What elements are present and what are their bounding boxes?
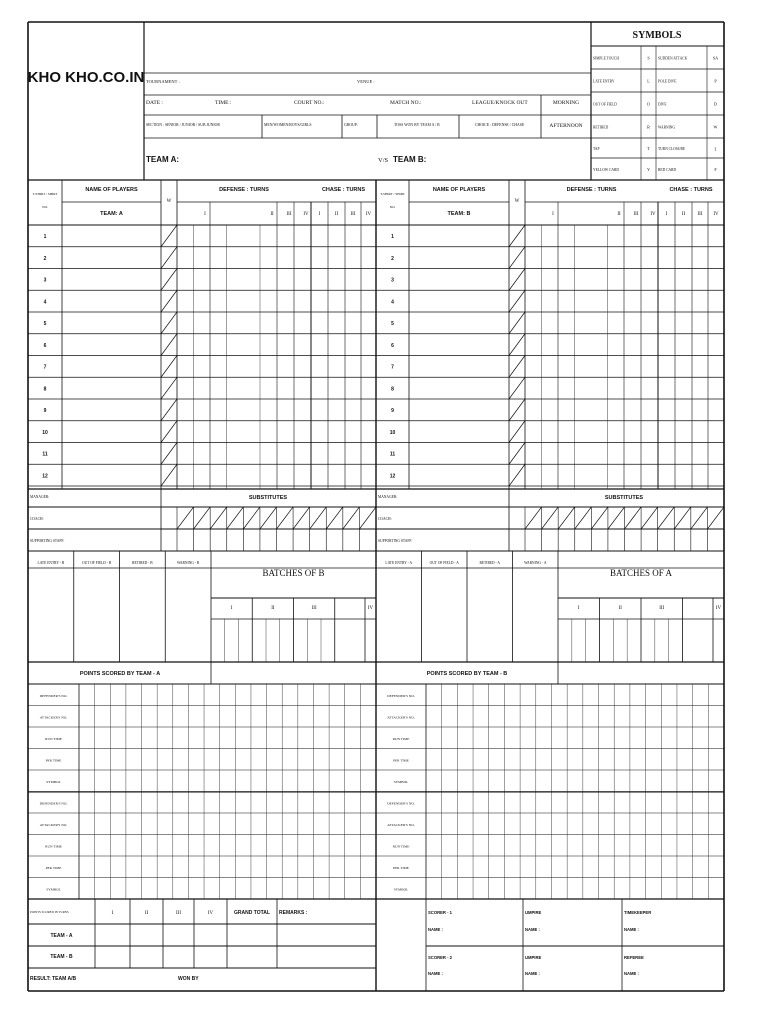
points-row-label-b: RUN TIME [392, 844, 410, 849]
w-header: W [514, 199, 520, 204]
batches-of-b-title: BATCHES OF B [262, 568, 325, 578]
symbol-right-name: DIVE [658, 102, 667, 107]
player-row-number: 4 [43, 299, 47, 306]
points-row-label: RUN TIME [45, 737, 62, 741]
time-label: TIME : [215, 100, 232, 106]
batch-turn-label: IV [715, 606, 722, 611]
grid-line [509, 290, 525, 312]
player-row-number: 9 [43, 408, 47, 414]
player-row-number: 12 [389, 473, 396, 480]
player-row-number: 6 [43, 342, 47, 349]
batch-column-label: RETIRED - B [132, 561, 153, 565]
footer-team-b: TEAM - B [50, 954, 73, 960]
grid-line [161, 356, 177, 378]
footer-turn-label: III [176, 911, 181, 916]
symbol-left-name: YELLOW CARD [593, 168, 619, 172]
grid-line [509, 269, 525, 291]
grid-line [525, 507, 542, 529]
grid-line [359, 507, 376, 529]
batch-turn-label: II [618, 606, 622, 611]
remarks-label: REMARKS : [279, 910, 308, 916]
supporting-staff-label: SUPPORTING STAFF: [30, 539, 65, 543]
group-label: GROUP: [344, 123, 358, 127]
player-row-number: 3 [391, 277, 394, 284]
symbol-right-name: WARNING [658, 125, 675, 130]
grid-line [161, 290, 177, 312]
batch-column-label: LATE ENTRY - A [385, 561, 413, 565]
symbol-left-code: S [647, 55, 650, 61]
referee-name-label: NAME : [624, 971, 639, 976]
player-row-number: 4 [391, 299, 394, 306]
grid-line [674, 507, 691, 529]
points-row-label: ATTACKER'S NO. [39, 715, 68, 720]
grid-line [641, 507, 658, 529]
morning-label: MORNING [552, 100, 580, 106]
substitutes-b-header: SUBSTITUTES [604, 495, 644, 501]
manager-label: MANAGER: [30, 495, 50, 499]
defense-turn-label: I [552, 212, 554, 217]
grid-line [343, 507, 360, 529]
defense-turn-label: III [286, 212, 292, 217]
player-row-number: 11 [42, 451, 48, 458]
player-row-number: 10 [42, 429, 48, 436]
grid-line [591, 507, 608, 529]
grid-line [243, 507, 260, 529]
symbol-right-code: D [713, 101, 718, 107]
scorer-1-label: SCORER - 1 [428, 910, 452, 915]
tournament-label: TOURNAMENT : [146, 79, 180, 84]
defense-turns-header: DEFENSE : TURNS [566, 187, 617, 193]
grid-line [509, 399, 525, 421]
player-row-number: 1 [43, 234, 47, 240]
points-row-label-b: ATTACKER'S NO. [387, 823, 415, 827]
batch-column-label: OUT OF FIELD - A [429, 561, 459, 565]
referee-label: REFEREE [624, 955, 644, 960]
chase-turn-label: IV [365, 212, 372, 217]
won-by-label: WON BY [178, 976, 199, 982]
date-label: DATE : [146, 100, 163, 106]
player-row-number: 1 [391, 234, 394, 240]
grid-line [161, 334, 177, 356]
player-row-number: 5 [43, 321, 47, 327]
defense-turn-label: I [204, 212, 206, 217]
grid-line [277, 507, 294, 529]
umpire-1-label: UMPIRE [525, 910, 542, 915]
points-row-label-b: PER TIME [393, 758, 409, 763]
grid-line [509, 421, 525, 443]
venue-label: VENUE : [357, 79, 375, 84]
grid-line [227, 507, 244, 529]
player-row-number: 6 [391, 342, 394, 349]
grid-line [509, 356, 525, 378]
symbol-left-name: RETIRED [593, 125, 609, 130]
grid-line [161, 443, 177, 465]
grid-line [509, 443, 525, 465]
symbol-left-code: O [646, 101, 651, 107]
supporting-staff-label-b: SUPPORTING STAFF: [378, 539, 413, 543]
grid-line [509, 312, 525, 334]
symbol-right-code: SA [712, 55, 719, 61]
batch-turn-label: IV [367, 606, 374, 611]
symbol-right-name: RED CARD [658, 168, 677, 172]
points-row-label-b: ATTACKER'S NO. [387, 715, 415, 720]
player-row-number: 10 [389, 429, 396, 436]
points-row-label-b: RUN TIME [392, 737, 410, 741]
batch-column-label: WARNING - B [176, 561, 200, 565]
player-row-number: 5 [391, 321, 394, 327]
grand-total-label: GRAND TOTAL [234, 910, 270, 916]
defense-turn-label: II [270, 212, 274, 217]
symbol-right-code: P [714, 78, 717, 84]
grid-line [326, 507, 343, 529]
symbol-left-name: TAP [593, 147, 600, 151]
umpire-2-label: UMPIRE [525, 955, 542, 960]
points-row-label-b: DEFENDER'S NO. [387, 801, 415, 806]
logo: KHO KHO.CO.IN [27, 69, 145, 86]
league-label: LEAGUE/KNOCK OUT [472, 100, 528, 106]
defense-turn-label: II [617, 212, 621, 217]
grid-line [161, 269, 177, 291]
points-team-b-title: POINTS SCORED BY TEAM - B [426, 671, 508, 677]
grid-line [625, 507, 642, 529]
scorer-2-name-label: NAME : [428, 971, 443, 976]
defense-turn-label: IV [650, 212, 656, 217]
batch-turn-label: III [659, 606, 665, 611]
batch-turn-label: III [311, 606, 317, 611]
chase-turn-label: III [350, 212, 356, 217]
grid-line [161, 377, 177, 399]
player-row-number: 11 [389, 451, 396, 458]
grid-line [691, 507, 708, 529]
defense-turn-label: III [633, 212, 639, 217]
symbol-left-code: Y [646, 167, 651, 172]
grid-line [260, 507, 277, 529]
player-row-number: 3 [43, 277, 47, 284]
chase-turns-header: CHASE : TURNS [321, 187, 366, 193]
defense-turns-header: DEFENSE : TURNS [219, 187, 269, 193]
grid-line [161, 421, 177, 443]
timekeeper-name-label: NAME : [624, 927, 639, 932]
points-team-a-title: POINTS SCORED BY TEAM - A [79, 671, 161, 677]
afternoon-label: AFTERNOON [549, 123, 583, 129]
section-label: SECTION : SENIOR / JUNIOR / SUB JUNIOR [146, 123, 220, 127]
umpire-1-name-label: NAME : [525, 927, 540, 932]
batch-column-label: LATE ENTRY - B [37, 561, 65, 565]
gender-label: MEN/WOMEN/BOYS/GIRLS [264, 123, 312, 127]
batch-turn-label: I [577, 606, 580, 611]
coach-label-b: COACH: [378, 517, 392, 521]
points-row-label: PER TIME [45, 866, 62, 870]
grid-line [509, 377, 525, 399]
symbol-left-name: OUT OF FIELD [593, 102, 617, 107]
chase-turn-label: II [681, 212, 686, 217]
symbol-left-code: R [647, 124, 650, 130]
footer-turn-label: I [111, 911, 114, 916]
w-header: W [166, 199, 172, 204]
chase-turn-label: II [334, 212, 339, 217]
chase-turns-header: CHASE : TURNS [669, 187, 713, 193]
grid-line [310, 507, 327, 529]
grid-line [161, 399, 177, 421]
grid-line [161, 225, 177, 247]
coach-label: COACH: [30, 517, 44, 521]
points-row-label: PER TIME [45, 758, 62, 763]
player-row-number: 12 [42, 473, 48, 480]
symbol-left-code: T [647, 146, 650, 151]
grid-line [509, 225, 525, 247]
grid-line [161, 247, 177, 269]
choice-label: CHOICE : DEFENSE / CHASE [475, 123, 525, 127]
grid-line [658, 507, 675, 529]
substitutes-a-header: SUBSTITUTES [248, 495, 288, 501]
points-row-label-b: SYMBOL [393, 887, 409, 892]
timekeeper-label: TIMEKEEPER [624, 910, 652, 915]
grid-line [210, 507, 227, 529]
team-a-label: TEAM A: [146, 155, 180, 164]
symbol-left-name: SIMPLE TOUCH [593, 56, 619, 61]
chase-turn-label: IV [713, 212, 719, 217]
symbols-title: SYMBOLS [632, 30, 682, 41]
tshirt-header: T-SHIRT / SHIRT [32, 192, 58, 196]
team-b-label: TEAM B: [393, 155, 427, 164]
footer-turn-label: IV [207, 911, 214, 916]
batch-column-label: RETIRED - A [479, 561, 501, 565]
player-row-number: 9 [391, 408, 394, 414]
footer-team-a: TEAM - A [50, 933, 73, 939]
points-in-turns-label: POINTS SCORED IN TURNS [30, 910, 69, 914]
grid-line [509, 334, 525, 356]
player-row-number: 7 [43, 364, 47, 371]
player-row-number: 2 [43, 255, 47, 262]
court-no-label: COURT NO.: [294, 100, 325, 106]
grid-line [558, 507, 575, 529]
symbol-right-name: POLE DIVE [658, 79, 677, 84]
symbol-right-code: F [714, 167, 717, 172]
player-row-number: 8 [391, 386, 394, 393]
grid-line [161, 312, 177, 334]
manager-label-b: MANAGER: [378, 495, 398, 499]
points-row-label-b: DEFENDER'S NO. [387, 694, 415, 698]
grid-line [707, 507, 724, 529]
batch-turn-label: II [271, 606, 275, 611]
symbol-right-name: TURN CLOSURE [658, 147, 686, 151]
defense-turn-label: IV [303, 212, 309, 217]
points-row-label: DEFENDER'S NO. [39, 694, 68, 698]
grid-line [194, 507, 211, 529]
match-no-label: MATCH NO.: [390, 100, 422, 106]
batch-column-label: WARNING - A [524, 561, 547, 565]
player-row-number: 7 [391, 364, 394, 371]
player-row-number: 8 [43, 386, 47, 393]
symbol-right-code: || [714, 146, 717, 151]
symbol-left-code: L [647, 78, 650, 84]
grid-line [177, 507, 194, 529]
team-column-header: TEAM: B [447, 211, 471, 217]
team-column-header: TEAM: A [100, 211, 123, 217]
scorer-2-label: SCORER - 2 [428, 955, 452, 960]
points-row-label: ATTACKER'S NO. [39, 823, 68, 827]
grid-line [608, 507, 625, 529]
grid-line [542, 507, 559, 529]
scorer-1-name-label: NAME : [428, 927, 443, 932]
grid-line [509, 247, 525, 269]
grid-line [161, 464, 177, 486]
umpire-2-name-label: NAME : [525, 971, 540, 976]
points-row-label-b: PER TIME [393, 866, 409, 870]
symbol-left-name: LATE ENTRY [593, 79, 615, 84]
tshirt-header: T-SHIRT / SHIRT [380, 192, 405, 196]
chase-turn-label: I [318, 212, 321, 217]
points-row-label: DEFENDER'S NO. [39, 801, 68, 806]
footer-turn-label: II [144, 911, 149, 916]
grid-line [575, 507, 592, 529]
points-row-label: SYMBOL [46, 887, 61, 892]
points-row-label-b: SYMBOL [393, 780, 409, 784]
chase-turn-label: I [665, 212, 668, 217]
chase-turn-label: III [697, 212, 703, 217]
tshirt-header-no: NO. [42, 205, 48, 209]
symbol-right-name: SUDDEN ATTACK [658, 56, 688, 61]
batch-column-label: OUT OF FIELD - B [81, 561, 112, 565]
batch-turn-label: I [230, 606, 233, 611]
grid-line [293, 507, 310, 529]
points-row-label: SYMBOL [46, 780, 61, 784]
points-row-label: RUN TIME [45, 844, 62, 849]
vs-label: V/S [378, 157, 389, 164]
player-row-number: 2 [391, 255, 394, 262]
tshirt-header-no: NO. [389, 205, 396, 209]
batches-of-a-title: BATCHES OF A [609, 568, 673, 578]
name-of-players-header: NAME OF PLAYERS [85, 187, 138, 193]
grid-line [509, 464, 525, 486]
symbol-right-code: W [713, 124, 718, 130]
name-of-players-header: NAME OF PLAYERS [432, 187, 486, 193]
toss-label: TOSS WON BY TEAM A / B [394, 123, 440, 127]
result-label: RESULT: TEAM A/B [30, 976, 77, 982]
